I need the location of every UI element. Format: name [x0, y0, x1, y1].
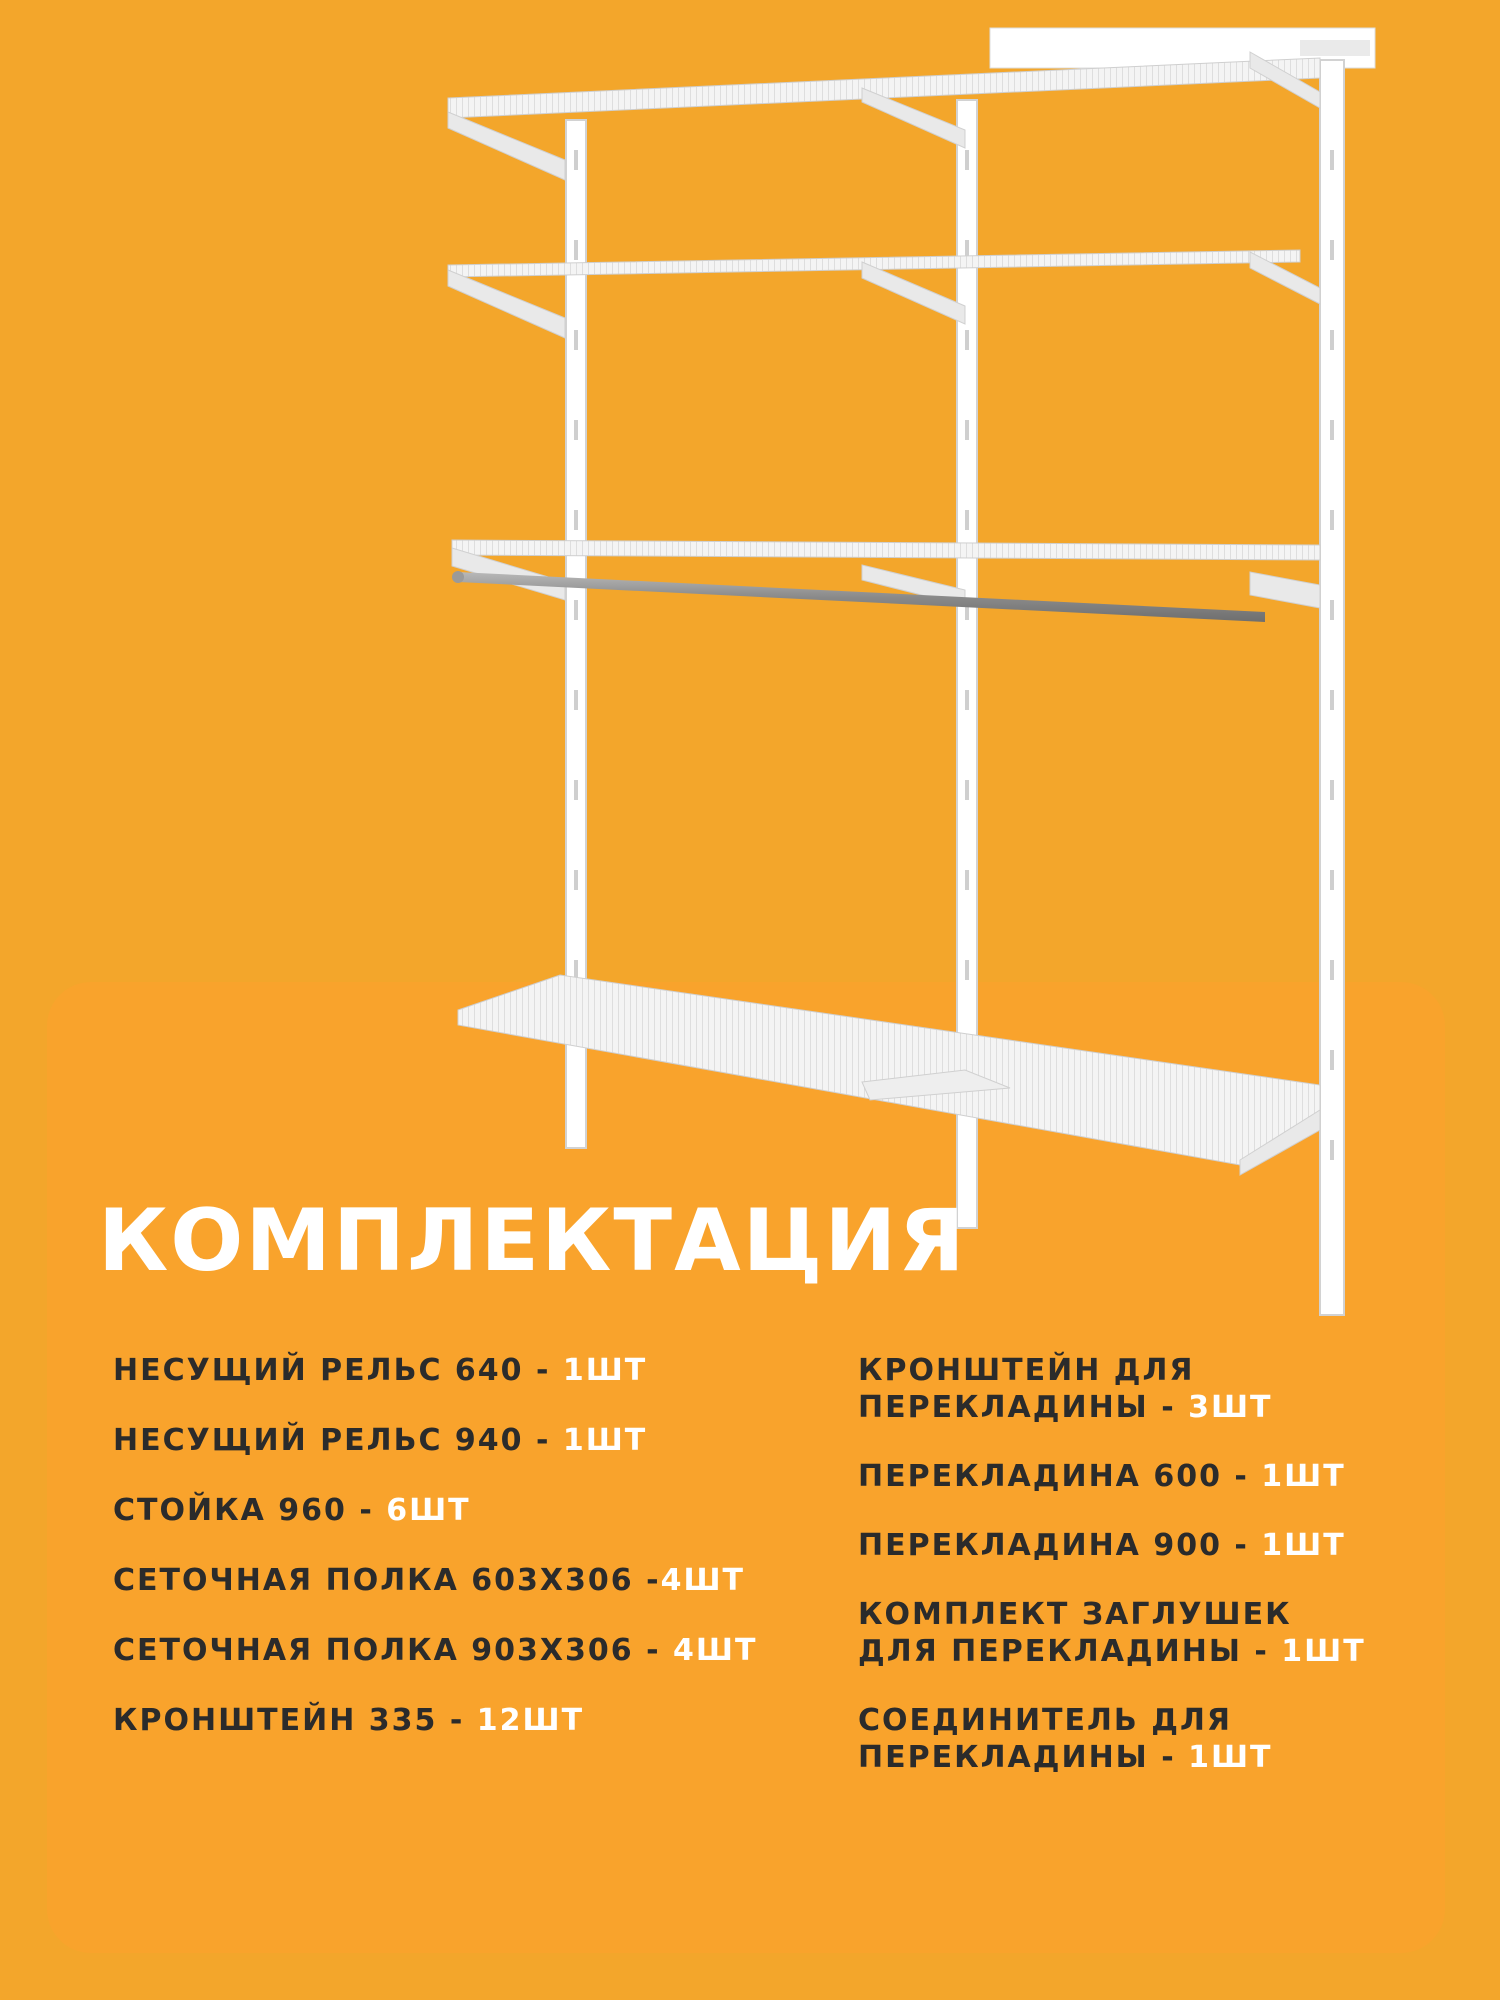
list-item: КРОНШТЕЙН 335 - 12ШТ — [113, 1703, 585, 1738]
page-title: КОМПЛЕКТАЦИЯ — [98, 1191, 967, 1291]
list-item: СЕТОЧНАЯ ПОЛКА 603X306 -4ШТ — [113, 1563, 745, 1598]
list-item: СЕТОЧНАЯ ПОЛКА 903X306 - 4ШТ — [113, 1633, 758, 1668]
list-item: КОМПЛЕКТ ЗАГЛУШЕК ДЛЯ ПЕРЕКЛАДИНЫ - 1ШТ — [858, 1597, 1366, 1669]
list-item: КРОНШТЕЙН ДЛЯ ПЕРЕКЛАДИНЫ - 3ШТ — [858, 1353, 1273, 1425]
list-item: СОЕДИНИТЕЛЬ ДЛЯ ПЕРЕКЛАДИНЫ - 1ШТ — [858, 1703, 1273, 1775]
list-item: НЕСУЩИЙ РЕЛЬС 940 - 1ШТ — [113, 1423, 648, 1458]
contents-list-left — [113, 1352, 813, 1772]
list-item: НЕСУЩИЙ РЕЛЬС 640 - 1ШТ — [113, 1353, 648, 1388]
list-item: СТОЙКА 960 - 6ШТ — [113, 1493, 471, 1528]
contents-list-right — [858, 1352, 1458, 1808]
list-item: ПЕРЕКЛАДИНА 600 - 1ШТ — [858, 1459, 1346, 1494]
list-item: ПЕРЕКЛАДИНА 900 - 1ШТ — [858, 1528, 1346, 1563]
wire-shelf-4 — [458, 975, 1320, 1175]
